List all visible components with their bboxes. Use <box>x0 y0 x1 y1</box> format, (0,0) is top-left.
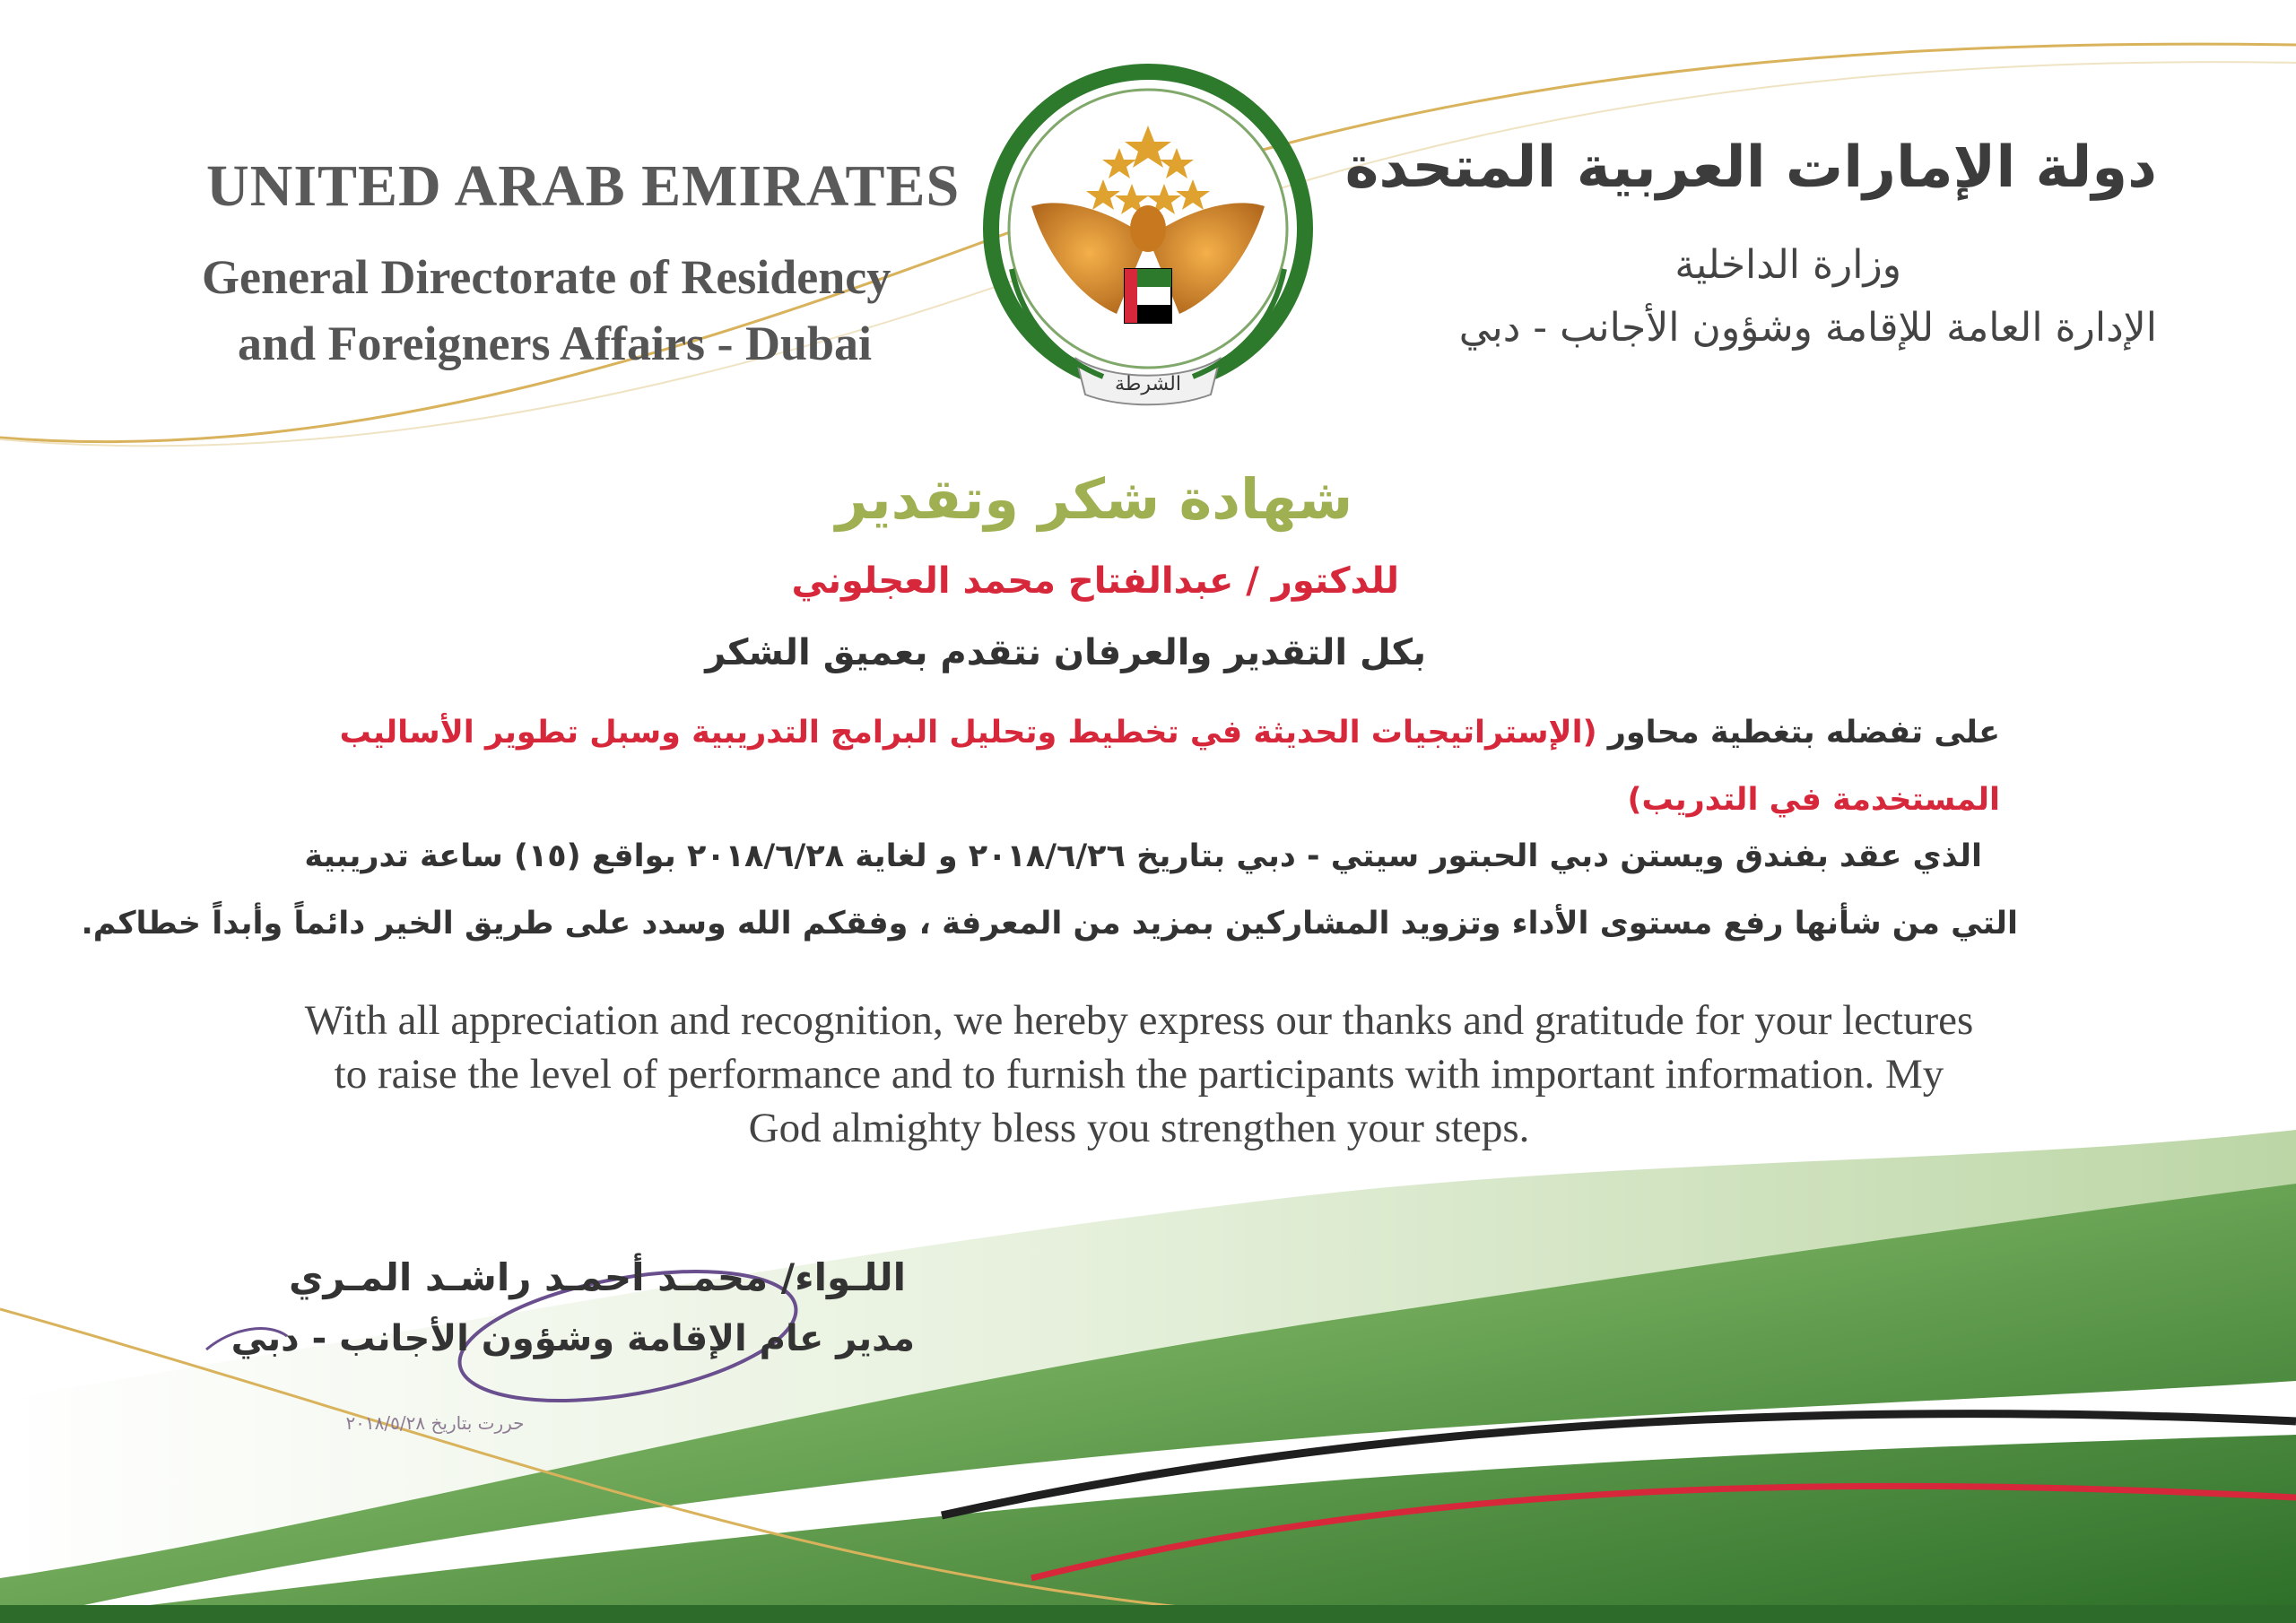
english-body-text: With all appreciation and recognition, we hereby express our thanks and gratitude for your lectures to raise the level of performance and to furnish the participants with important information. My God almighty bless you strengthen your steps. <box>304 997 1974 1151</box>
en-directorate-line2: and Foreigners Affairs - Dubai <box>238 317 873 370</box>
certificate-title: شهادة شكر وتقدير <box>835 466 1353 532</box>
signatory-name: اللـواء/ محمـد أحمـد راشـد المـري <box>289 1255 906 1299</box>
thanks-line: بكل التقدير والعرفان نتقدم بعميق الشكر <box>705 632 1426 673</box>
honoree-name: للدكتور / عبدالفتاح محمد العجلوني <box>791 560 1399 602</box>
en-country-title: UNITED ARAB EMIRATES <box>206 153 961 219</box>
police-eagle-emblem-icon <box>991 72 1305 404</box>
signatory-position: مدير عام الإقامة وشؤون الأجانب - دبي <box>230 1318 915 1359</box>
topic-prefix: على تفضله بتغطية محاور <box>1607 715 2000 751</box>
emblem-ribbon-text: الشرطة <box>1115 373 1181 395</box>
ar-country-title: دولة الإمارات العربية المتحدة <box>1344 135 2157 201</box>
topic-paragraph <box>296 699 2000 834</box>
bottom-dark-strip <box>0 1605 2296 1623</box>
issue-date: حررت بتاريخ ٢٠١٨/٥/٢٨ <box>345 1412 525 1434</box>
ar-directorate: الإدارة العامة للإقامة وشؤون الأجانب - دبي <box>1458 305 2157 351</box>
ar-ministry: وزارة الداخلية <box>1674 242 1901 288</box>
venue-dates-line: الذي عقد بفندق ويستن دبي الحبتور سيتي - دبي بتاريخ ٢٠١٨/٦/٢٦ و لغاية ٢٠١٨/٦/٢٨ بواقع (١٥) ساعة تدريبية <box>304 838 1982 874</box>
topic-title: (الإستراتيجيات الحديثة في تخطيط وتحليل البرامج التدريبية وسبل تطوير الأساليب المستخدمة في التدريب) <box>339 715 2000 818</box>
closing-line: التي من شأنها رفع مستوى الأداء وتزويد المشاركين بمزيد من المعرفة ، وفقكم الله وسدد على طريق الخير دائماً وأبداً خطاكم. <box>81 906 2018 942</box>
en-directorate-line1: General Directorate of Residency <box>202 250 891 304</box>
